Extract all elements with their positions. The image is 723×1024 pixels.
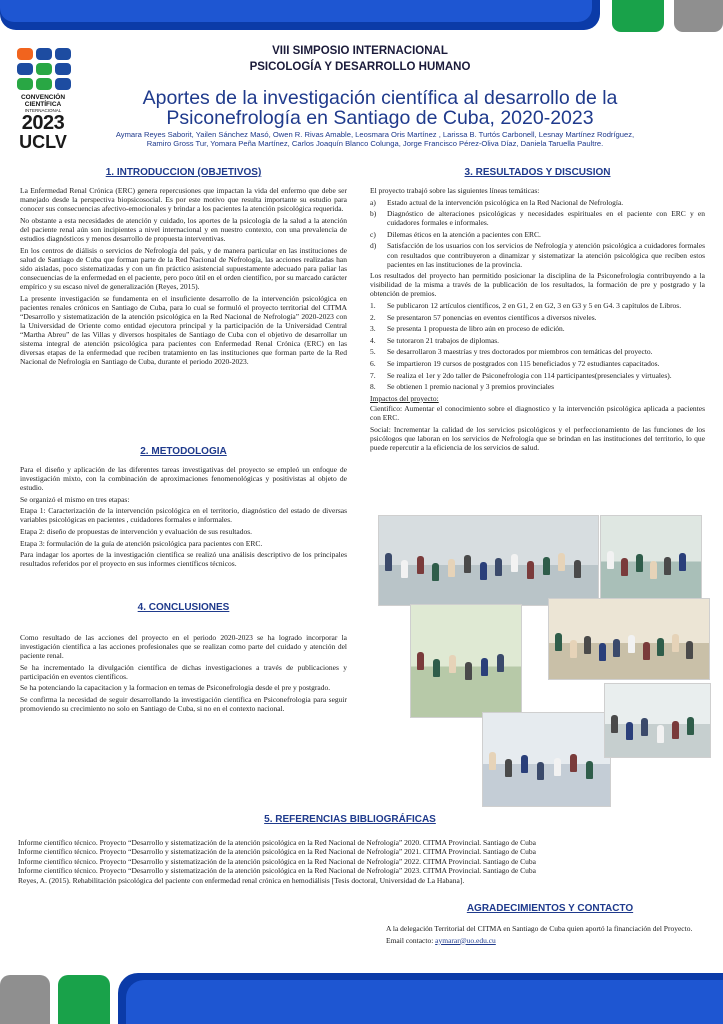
logo-line2: CIENTÍFICA [24,101,62,108]
list-text: Se tutoraron 21 trabajos de diplomas. [387,335,500,345]
person-figure [657,638,664,656]
logo-tile [36,48,52,60]
list-item [370,198,705,207]
logo-org: UCLV [19,132,67,152]
logo-tile [17,48,33,60]
list-text: Se presentaron 57 ponencias en eventos científicos a diversos niveles. [387,312,597,322]
results-heading: 3. RESULTADOS Y DISCUSION [464,167,611,178]
reference-item: Informe científico técnico. Proyecto “Desarrollo y sistematización de la atención psicológica en la Red Nacional de Nefrología” 2022. CITMA Provincial. Santiago de Cuba [18,856,536,866]
intro-heading: 1. INTRODUCCION (OBJETIVOS) [105,167,262,178]
person-figure [643,642,650,660]
logo-line3: INTERNACIONAL [24,108,62,113]
logo-year: 2023 [21,112,65,134]
list-marker: 1. [370,301,376,311]
person-figure [495,558,502,576]
person-figure [570,640,577,658]
acknowledgements-section [386,924,706,947]
person-figure [497,654,504,672]
conclusions-paragraph: Se ha potenciando la capacitacion y la formacion en temas de Psiconefrologia desde el pre y postgrado. [20,683,331,693]
person-figure [586,761,593,779]
person-figure [611,715,618,733]
intro-section [20,186,347,369]
convention-logo [14,48,72,160]
intro-paragraph: La presente investigación se fundamenta en el insuficiente desarrollo de la intervención psicológica en pacientes renales crónicos en Santiago de Cuba, para lo cual se formuló el proyecto territorial del CITMA “Desarrollo y sistematización de la atención psicológica en la Red Nacional de Nefrología” 2020-2023 con la Universidad de Oriente como entidad ejecutora principal y la participación de la Universidad Central “Martha Abreu” de las Villas y diversos hospitales de Santiago de Cuba con el objetivo de desarrollar un sistema integral de atención psicológica para pacientes con Enfermedad Renal Crónica (ERC) en las diversas etapas de la enfermedad que reciben tratamiento en las instituciones que forman parte de la Red Nacional de Nefrología en Santiago de Cuba, durante el periodo 2020-2023. [20,293,347,367]
person-figure [505,759,512,777]
person-figure [554,758,561,776]
list-marker: 6. [370,359,376,368]
person-figure [628,635,635,653]
person-figure [664,557,671,575]
person-figure [511,554,518,572]
event-name-line2: PSICOLOGÍA Y DESARROLLO HUMANO [249,61,471,73]
list-marker: d) [370,241,377,251]
logo-tile [55,48,71,60]
methodology-paragraph: Etapa 2: diseño de propuestas de intervención y evaluación de sus resultados. [20,527,253,537]
person-figure [521,755,528,773]
person-figure [657,725,664,743]
intro-paragraph: La Enfermedad Renal Crónica (ERC) genera repercusiones que impactan la vida del enfermo que debe ser manejado desde la perspectiva biopsicosocial. Es por este motivo que resulta importante su estudio para conocer sus consecuencias afectivo-emocionales y brindar a los pacientes la atención psicológica requerida. [20,186,347,214]
person-figure [417,556,424,574]
list-item [370,230,705,239]
list-item [370,347,705,356]
person-figure [489,752,496,770]
impact-heading: Impactos del proyecto: [370,393,439,403]
person-figure [574,560,581,578]
list-marker: b) [370,209,377,219]
reference-item: Informe científico técnico. Proyecto “Desarrollo y sistematización de la atención psicológica en la Red Nacional de Nefrología” 2023. CITMA Provincial. Santiago de Cuba [18,866,536,876]
person-figure [448,559,455,577]
results-intro: El proyecto trabajó sobre las siguientes líneas temáticas: [370,186,540,195]
person-figure [417,652,424,670]
logo-tile [55,63,71,75]
person-figure [626,722,633,740]
event-photo [410,604,522,718]
email-link[interactable]: aymarar@uo.edu.cu [435,935,496,945]
impact-social: Social: Incrementar la calidad de los servicios psicológicos y el perfeccionamiento de las funciones de los psicólogos que laboran en los servicios de Nefrología que se brindan en las instituciones del territorio, lo que puede repercutir a la eficiencia de los servicios de salud. [370,424,705,452]
reference-item: Informe científico técnico. Proyecto “Desarrollo y sistematización de la atención psicológica en la Red Nacional de Nefrología” 2020. CITMA Provincial. Santiago de Cuba [18,838,536,847]
conclusions-section [20,633,347,716]
list-text: Se obtienen 1 premio nacional y 3 premios provinciales [387,382,555,392]
list-text: Satisfacción de los usuarios con los servicios de Nefrología y atención psicológica a cuidadores formales con resultados que contribuyeron a dinamizar y sistematizar la atención psicológica que reciben estos pacientes en las instituciones de la provincia. [387,241,705,269]
person-figure [621,558,628,576]
person-figure [672,634,679,652]
list-text: Diagnóstico de alteraciones psicológicas y necesidades espirituales en el paciente con ERC y en cuidadores formales e informales. [387,209,705,228]
list-text: Se impartieron 19 cursos de postgrados con 115 beneficiados y 72 estudiantes capacitados. [387,359,660,368]
logo-tile [17,78,33,90]
poster-title-line1: Aportes de la investigación científica al desarrollo de la [142,87,618,109]
person-figure [432,563,439,581]
list-item [370,301,705,310]
top-green-tab [612,0,664,32]
person-figure [481,658,488,676]
event-photo [548,598,710,680]
person-figure [449,655,456,673]
list-item [370,371,705,380]
list-item [370,382,705,391]
methodology-paragraph: Etapa 1: Caracterización de la intervención psicológica en el territorio, diagnóstico del estado de diversas variables psicológicas en pacientes , cuidadores formales e informales. [20,506,347,525]
logo-line1: CONVENCIÓN [20,94,66,101]
person-figure [687,717,694,735]
bottom-banner [126,980,723,1024]
person-figure [599,643,606,661]
reference-item: Informe científico técnico. Proyecto “Desarrollo y sistematización de la atención psicológica en la Red Nacional de Nefrología” 2021. CITMA Provincial. Santiago de Cuba [18,847,536,857]
person-figure [613,639,620,657]
person-figure [385,553,392,571]
bottom-green-tab [58,975,110,1024]
authors-line1: Aymara Reyes Saborit, Yailen Sánchez Masó, Owen R. Rivas Amable, Leosmara Oris Martínez , Larissa B. Turtós Carbonell, Lesnay Martínez Rodríguez, [115,130,635,139]
intro-paragraph: No obstante a esta necesidades de atención y cuidado, los aportes de la psicología de la salud a la atención del paciente renal aún son incipientes a nivel internacional y en nuestro contexto, con una prevalencia de estudios diagnósticos y menos desarrollo de propuesta interventivas. [20,215,347,243]
poster-title-line2: Psiconefrología en Santiago de Cuba, 2020-2023 [166,107,594,129]
event-name-line1: VIII SIMPOSIO INTERNACIONAL [272,45,448,57]
person-figure [465,662,472,680]
results-paragraph: Los resultados del proyecto han permitido posicionar la disciplina de la Psiconefrologia contribuyendo a la visibilidad de la misma a través de la publicación de los resultados, la formación de pre y postgrado y la obtención de premios. [370,271,705,299]
person-figure [650,561,657,579]
top-banner [0,0,592,22]
contact-line [386,936,706,945]
intro-paragraph: En los centros de diálisis o servicios de Nefrología del país, y de manera particular en las instituciones de salud de Santiago de Cuba que forman parte de la Red Nacional de Nefrología, las acciones realizadas han sido aisladas, poco sistematizadas y con un fin práctico asistencial supuestamente adecuado para paliar las consecuencias de la enfermedad en el paciente, pero poco útil en el orden científico, por su marcado carácter empírico y su escaso nivel de generalización (Reyes, 2015). [20,245,347,291]
list-marker: 5. [370,347,376,357]
event-photo [600,515,702,600]
list-text: Se desarrollaron 3 maestrías y tres doctorados por miembros con temáticas del proyecto. [387,347,653,357]
logo-tile [36,78,52,90]
person-figure [401,560,408,578]
list-marker: c) [370,229,376,239]
top-grey-tab [674,0,723,32]
list-item [370,209,705,227]
conclusions-heading: 4. CONCLUSIONES [137,602,230,613]
list-marker: 7. [370,370,376,380]
list-item [370,359,705,368]
email-label: Email contacto: [386,935,434,945]
person-figure [558,553,565,571]
person-figure [464,555,471,573]
authors-line2: Ramiro Gross Tur, Yomara Peña Martínez, Carlos Joaquín Blanco Colunga, Jorge Francisco Pérez-Oliva Díaz, Daniela Taruella Paultre. [146,139,604,148]
person-figure [636,554,643,572]
list-marker: 3. [370,324,376,334]
list-item [370,241,705,268]
logo-tile [17,63,33,75]
event-photo [378,515,599,606]
methodology-heading: 2. METODOLOGIA [140,446,227,457]
list-text: Se realiza el 1er y 2do taller de Psiconefrologia con 114 participantes(presenciales y virtuales). [387,370,672,380]
event-photo [604,683,711,758]
list-text: Dilemas éticos en la atención a pacientes con ERC. [387,229,541,239]
acknowledgements-text: A la delegación Territorial del CITMA en Santiago de Cuba quien aportó la financiación del Proyecto. [386,924,693,933]
bottom-grey-tab [0,975,50,1024]
list-text: Estado actual de la intervención psicológica en la Red Nacional de Nefrología. [387,197,624,207]
person-figure [543,557,550,575]
logo-mosaic-icon [17,48,72,90]
person-figure [433,659,440,677]
references-heading: 5. REFERENCIAS BIBLIOGRÁFICAS [264,814,436,825]
methodology-paragraph: Para el diseño y aplicación de las diferentes tareas investigativas del proyecto se empleó un enfoque de investigación mixto, con la combinación de aproximaciones fenomenológicas y positivistas al objeto de estudio. [20,465,347,493]
methodology-paragraph: Se organizó el mismo en tres etapas: [20,494,130,504]
person-figure [672,721,679,739]
person-figure [537,762,544,780]
conclusions-paragraph: Se confirma la necesidad de seguir desarrollando la investigación científica en Psiconefrologia para seguir promoviendo su crecimiento no solo en Santiago de Cuba, si no en el contexto nacional. [20,695,347,714]
logo-tile [55,78,71,90]
person-figure [584,636,591,654]
list-item [370,324,705,333]
list-item [370,313,705,322]
person-figure [641,718,648,736]
conclusions-paragraph: Como resultado de las acciones del proyecto en el periodo 2020-2023 se ha logrado incorporar la investigación científica a las acciones profesionales que se realizan como parte del cuidado y atención del paciente renal. [20,633,347,661]
person-figure [480,562,487,580]
person-figure [607,551,614,569]
person-figure [555,633,562,651]
list-marker: 4. [370,335,376,345]
impact-scientific: Científico: Aumentar el conocimiento sobre el diagnostico y la intervención psicológica aplicada a pacientes con ERC. [370,403,705,422]
references-list [18,838,718,885]
methodology-paragraph: Para indagar los aportes de la investigación científica se realizó una análisis descriptivo de los principales resultados referidos por el proyecto en sus informes científicos técnicos. [20,550,347,569]
list-marker: 2. [370,312,376,322]
event-photo [482,712,611,807]
list-marker: a) [370,197,376,207]
list-text: Se publicaron 12 artículos científicos, 2 en G1, 2 en G2, 3 en G3 y 5 en G4. 3 capítulos de Libros. [387,301,682,311]
list-text: Se presenta 1 propuesta de libro aún en proceso de edición. [387,324,565,334]
person-figure [686,641,693,659]
methodology-section [20,465,347,571]
conclusions-paragraph: Se ha incrementado la divulgación científica de dichas investigaciones a través de publicaciones y participación en eventos científicos. [20,662,347,681]
person-figure [679,553,686,571]
logo-tile [36,63,52,75]
reference-item: Reyes, A. (2015). Rehabilitación psicológica del paciente con enfermedad renal crónica en hemodiálisis [Tesis doctoral, Universidad de La Habana]. [18,875,465,885]
person-figure [570,754,577,772]
methodology-paragraph: Etapa 3: formulación de la guía de atención psicológica para pacientes con ERC. [20,538,263,548]
list-marker: 8. [370,382,376,392]
list-item [370,336,705,345]
acknowledgements-heading: AGRADECIMIENTOS Y CONTACTO [466,903,634,914]
person-figure [527,561,534,579]
results-section [370,186,705,454]
